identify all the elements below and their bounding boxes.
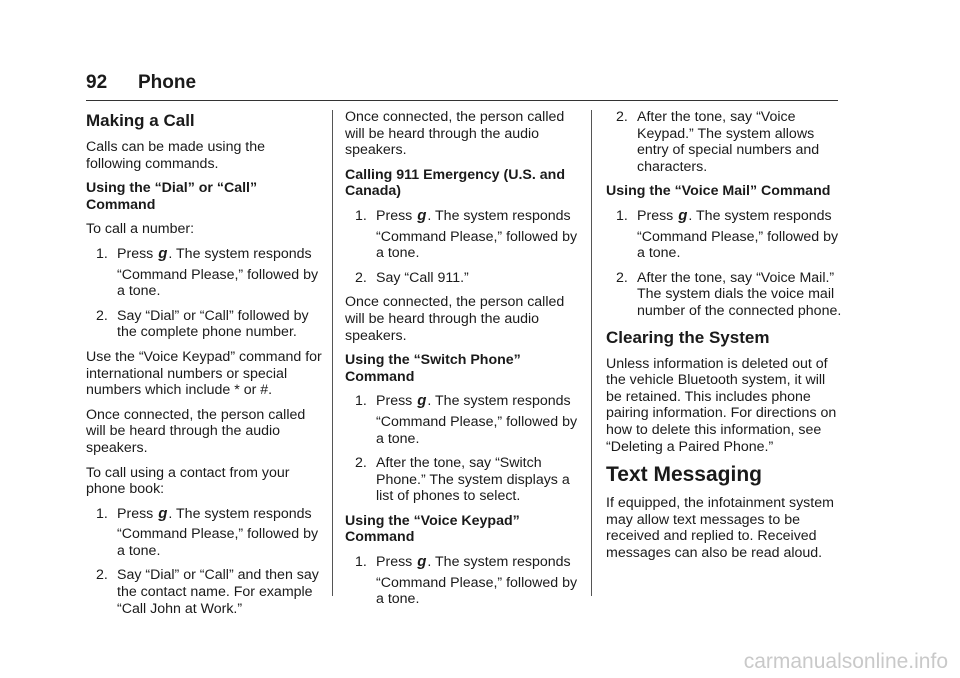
list-item bbox=[606, 208, 842, 262]
list-item bbox=[345, 455, 581, 505]
steps-list bbox=[606, 208, 842, 320]
steps-list bbox=[606, 109, 842, 175]
step-number: 2. bbox=[616, 269, 628, 286]
step-number: 1. bbox=[616, 207, 628, 224]
steps-list bbox=[345, 208, 581, 286]
paragraph: Once connected, the person called will be heard through the audio speakers. bbox=[86, 406, 306, 456]
subheading-911: Calling 911 Emergency (U.S. and Canada) bbox=[345, 166, 565, 200]
step-text: Press bbox=[376, 207, 417, 224]
subheading-dial-call: Using the “Dial” or “Call” Command bbox=[86, 180, 258, 213]
step-number: 2. bbox=[96, 307, 108, 324]
step-number: 1. bbox=[355, 554, 367, 571]
list-item bbox=[86, 567, 322, 617]
step-text: After the tone, say “Voice Mail.” The system dials the voice mail number of the connected phone. bbox=[637, 269, 842, 319]
paragraph: Once connected, the person called will be heard through the audio speakers. bbox=[345, 109, 565, 159]
step-number: 1. bbox=[96, 245, 108, 262]
steps-list bbox=[86, 506, 322, 618]
page-header bbox=[86, 72, 838, 101]
list-item bbox=[345, 270, 581, 287]
heading-making-a-call: Making a Call bbox=[86, 111, 195, 130]
step-text: Say “Call 911.” bbox=[376, 269, 469, 286]
column-divider-right bbox=[591, 110, 592, 596]
step-text: Press bbox=[376, 554, 417, 571]
phone-icon: g bbox=[678, 206, 688, 224]
list-item bbox=[606, 109, 842, 175]
step-number: 2. bbox=[96, 567, 108, 584]
paragraph: To call a number: bbox=[86, 221, 195, 238]
step-number: 2. bbox=[355, 269, 367, 286]
steps-list bbox=[345, 393, 581, 505]
page-number: 92 bbox=[86, 72, 108, 93]
step-text: “Command Please,” followed by a tone. bbox=[376, 228, 578, 262]
step-number: 1. bbox=[96, 505, 108, 522]
paragraph: Once connected, the person called will be heard through the audio speakers. bbox=[345, 294, 565, 344]
phone-icon: g bbox=[417, 392, 427, 410]
step-text: “Command Please,” followed by a tone. bbox=[637, 228, 839, 262]
step-number: 1. bbox=[355, 393, 367, 410]
phone-icon: g bbox=[158, 244, 168, 262]
step-text: Press bbox=[117, 505, 158, 522]
step-text: . The system responds bbox=[427, 207, 571, 224]
list-item bbox=[345, 393, 581, 447]
step-text: “Command Please,” followed by a tone. bbox=[117, 266, 319, 300]
list-item bbox=[345, 208, 581, 262]
step-number: 2. bbox=[616, 109, 628, 125]
paragraph: Unless information is deleted out of the vehicle Bluetooth system, it will be retained. This includes phone pairing information. For directions on how to delete this information, see “Deleting a Paired Phone.” bbox=[606, 355, 837, 455]
step-text: . The system responds bbox=[168, 245, 312, 262]
step-text: “Command Please,” followed by a tone. bbox=[376, 413, 578, 447]
step-text: Press bbox=[117, 245, 158, 262]
list-item bbox=[86, 506, 322, 560]
step-text: Press bbox=[637, 207, 678, 224]
heading-text-messaging: Text Messaging bbox=[606, 463, 762, 487]
step-text: Press bbox=[376, 393, 417, 410]
phone-icon: g bbox=[417, 206, 427, 224]
phone-icon: g bbox=[417, 553, 427, 571]
subheading-voice-mail: Using the “Voice Mail” Command bbox=[606, 183, 831, 200]
paragraph: Calls can be made using the following commands. bbox=[86, 139, 266, 172]
steps-list bbox=[86, 246, 322, 341]
step-text: After the tone, say “Voice Keypad.” The system allows entry of special numbers and characters. bbox=[637, 109, 820, 175]
column-3 bbox=[606, 109, 842, 569]
watermark: carmanualsonline.info bbox=[743, 650, 948, 673]
step-text: . The system responds bbox=[427, 554, 571, 571]
section-title: Phone bbox=[138, 72, 197, 93]
subheading-voice-keypad: Using the “Voice Keypad” Command bbox=[345, 512, 520, 546]
paragraph: Use the “Voice Keypad” command for international numbers or special numbers which include * or #. bbox=[86, 348, 322, 399]
steps-list bbox=[345, 554, 581, 608]
step-number: 2. bbox=[355, 455, 367, 472]
step-text: . The system responds bbox=[168, 505, 312, 522]
paragraph: If equipped, the infotainment system may allow text messages to be received and replied to. Received messages can also be read aloud. bbox=[606, 495, 834, 561]
subheading-switch-phone: Using the “Switch Phone” Command bbox=[345, 352, 521, 385]
step-text: Say “Dial” or “Call” and then say the contact name. For example “Call John at Work.” bbox=[117, 567, 319, 617]
step-text: “Command Please,” followed by a tone. bbox=[376, 574, 578, 608]
column-2 bbox=[345, 109, 581, 616]
paragraph: To call using a contact from your phone book: bbox=[86, 464, 290, 498]
column-divider-left bbox=[332, 110, 333, 596]
step-text: “Command Please,” followed by a tone. bbox=[117, 526, 319, 559]
column-1 bbox=[86, 109, 322, 625]
heading-clearing-system: Clearing the System bbox=[606, 327, 770, 347]
step-text: After the tone, say “Switch Phone.” The system displays a list of phones to select. bbox=[376, 455, 570, 505]
list-item bbox=[345, 554, 581, 608]
list-item bbox=[606, 270, 842, 320]
list-item bbox=[86, 308, 322, 341]
step-number: 1. bbox=[355, 207, 367, 224]
step-text: Say “Dial” or “Call” followed by the complete phone number. bbox=[117, 307, 309, 341]
step-text: . The system responds bbox=[688, 207, 832, 224]
phone-icon: g bbox=[158, 504, 168, 522]
step-text: . The system responds bbox=[427, 393, 571, 410]
list-item bbox=[86, 246, 322, 300]
